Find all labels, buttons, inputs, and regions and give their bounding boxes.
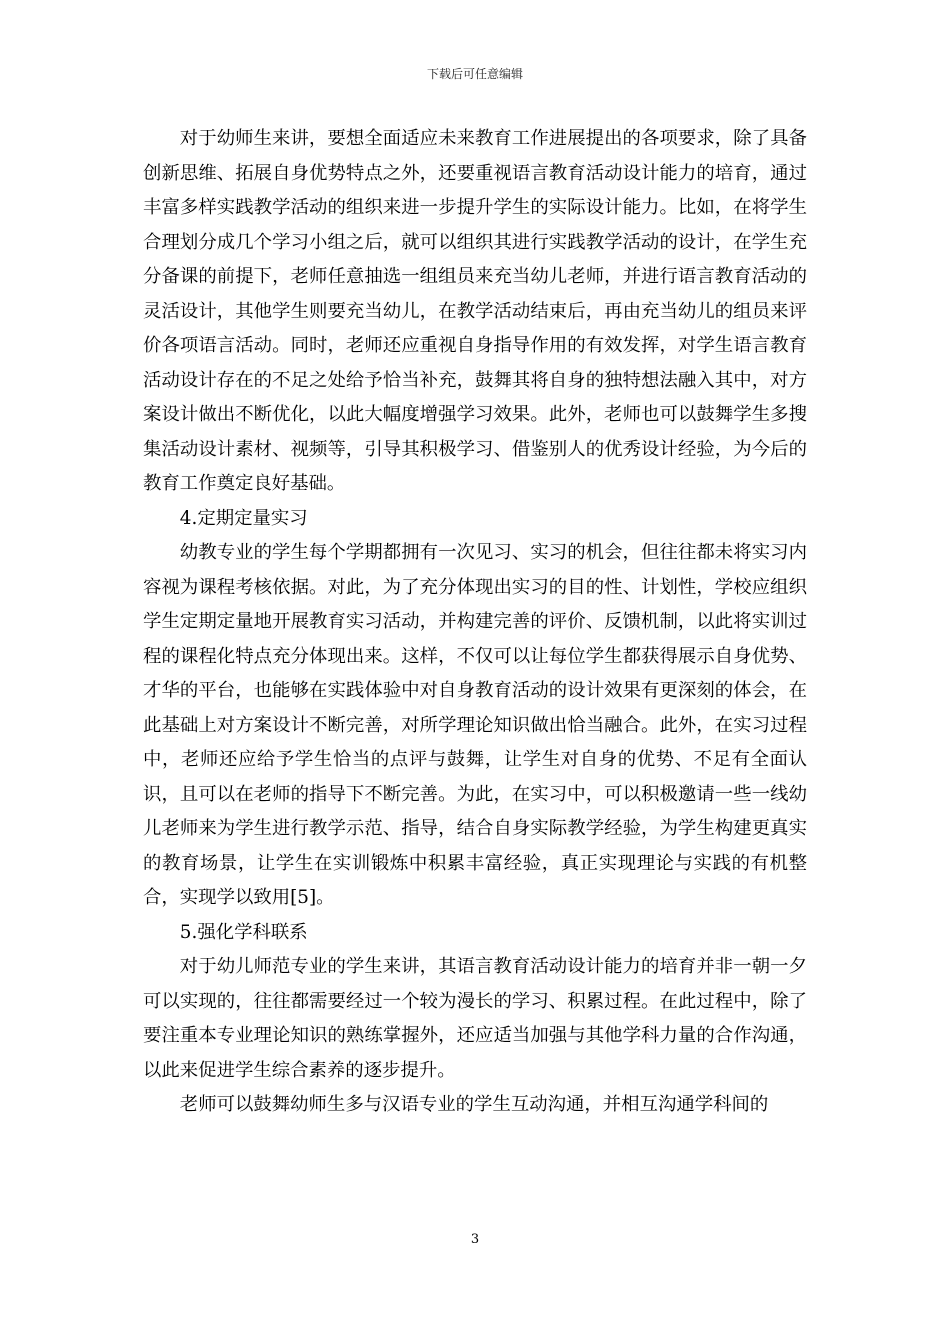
paragraph-internship: 幼教专业的学生每个学期都拥有一次见习、实习的机会，但往往都未将实习内容视为课程考核依据。对此，为了充分体现出实习的目的性、计划性，学校应组织学生定期定量地开展教育实习活动，并构建完善的评价、反馈机制，以此将实训过程的课程化特点充分体现出来。这样，不仅可以让每位学生都获得展示自身优势、才华的平台，也能够在实践体验中对自身教育活动的设计效果有更深刻的体会，在此基础上对方案设计不断完善，对所学理论知识做出恰当融合。此外，在实习过程中，老师还应给予学生恰当的点评与鼓舞，让学生对自身的优势、不足有全面认识，且可以在老师的指导下不断完善。为此，在实习中，可以积极邀请一些一线幼儿老师来为学生进行教学示范、指导，结合自身实际教学经验，为学生构建更真实的教育场景，让学生在实训锻炼中积累丰富经验，真正实现理论与实践的有机整合，实现学以致用[5]。	[143, 542, 807, 908]
paragraph-activity-design: 对于幼师生来讲，要想全面适应未来教育工作进展提出的各项要求，除了具备创新思维、拓展自身优势特点之外，还要重视语言教育活动设计能力的培育，通过丰富多样实践教学活动的组织来进一步提升学生的实际设计能力。比如，在将学生合理划分成几个学习小组之后，就可以组织其进行实践教学活动的设计，在学生充分备课的前提下，老师任意抽选一组组员来充当幼儿老师，并进行语言教育活动的灵活设计，其他学生则要充当幼儿，在教学活动结束后，再由充当幼儿的组员来评价各项语言活动。同时，老师还应重视自身指导作用的有效发挥，对学生语言教育活动设计存在的不足之处给予恰当补充，鼓舞其将自身的独特想法融入其中，对方案设计做出不断优化，以此大幅度增强学习效果。此外，老师也可以鼓舞学生多搜集活动设计素材、视频等，引导其积极学习、借鉴别人的优秀设计经验，为今后的教育工作奠定良好基础。	[143, 128, 807, 494]
document-body	[143, 122, 807, 1123]
page-header: 下载后可任意编辑	[426, 67, 523, 81]
page-number: 3	[470, 1232, 480, 1247]
paragraph-teacher-encouragement: 老师可以鼓舞幼师生多与汉语专业的学生互动沟通，并相互沟通学科间的	[179, 1094, 769, 1115]
paragraph-subject-connection: 对于幼儿师范专业的学生来讲，其语言教育活动设计能力的培育并非一朝一夕可以实现的，往往都需要经过一个较为漫长的学习、积累过程。在此过程中，除了要注重本专业理论知识的熟练掌握外，还应适当加强与其他学科力量的合作沟通，以此来促进学生综合素养的逐步提升。	[143, 956, 807, 1081]
section-heading-regular-internship: 4.定期定量实习	[179, 507, 308, 529]
section-heading-subject-connection: 5.强化学科联系	[179, 921, 308, 943]
